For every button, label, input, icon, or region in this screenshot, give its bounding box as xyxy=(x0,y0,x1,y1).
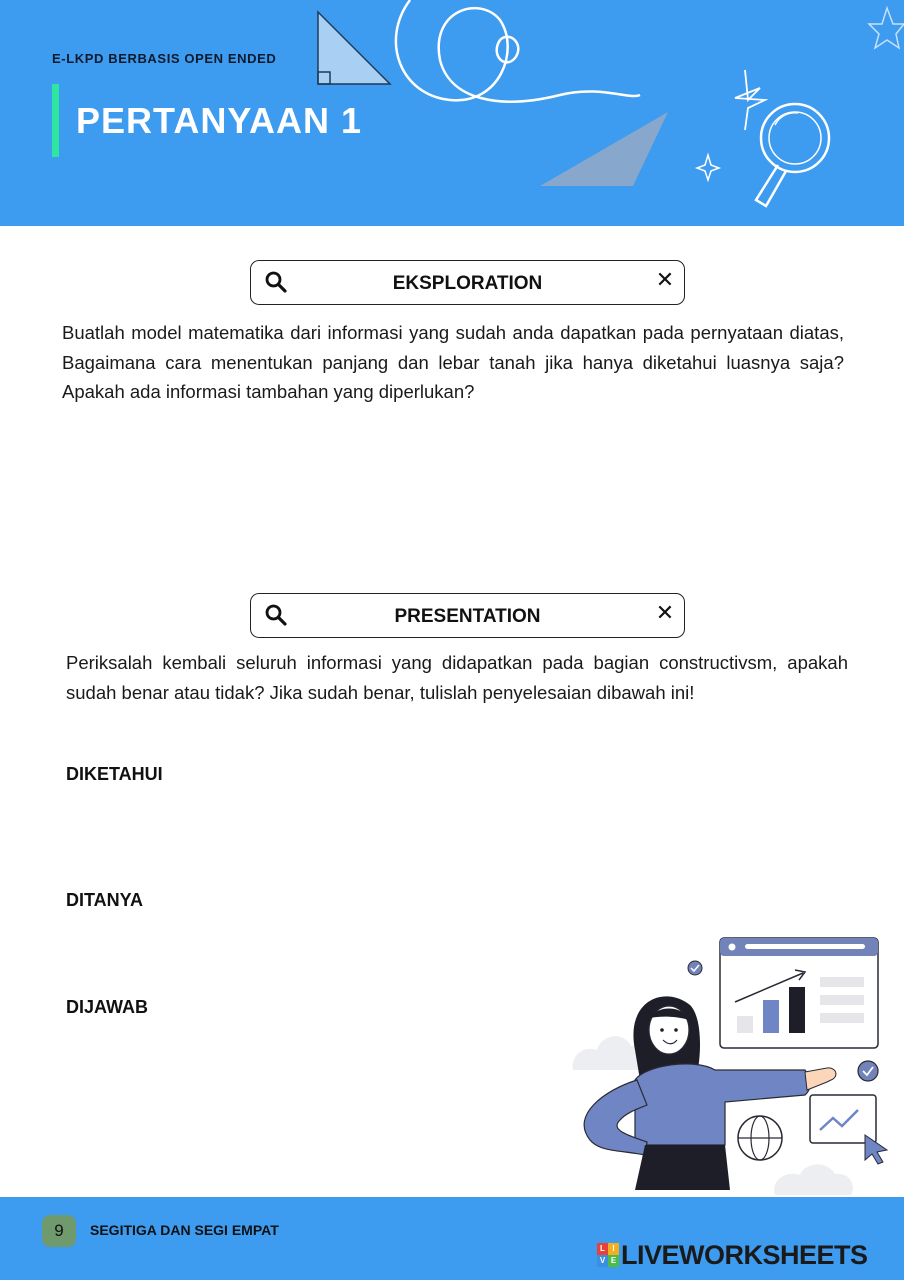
label-dijawab: DIJAWAB xyxy=(66,997,149,1017)
check-icon xyxy=(858,1061,878,1081)
document-subtitle: E-LKPD BERBASIS OPEN ENDED xyxy=(52,51,277,66)
title-accent-bar xyxy=(52,84,59,157)
presentation-question: Periksalah kembali seluruh informasi yang didapatkan pada bagian constructivsm, apakah sudah benar atau tidak? Jika sudah benar, tulislah penyelesaian dibawah ini! xyxy=(66,652,848,703)
chart-bar xyxy=(737,1016,753,1033)
presenter-illustration xyxy=(565,930,895,1197)
brand-text: LIVEWORKSHEETS xyxy=(621,1239,868,1270)
liveworksheets-logo[interactable] xyxy=(597,1240,868,1270)
sparkle-icon xyxy=(735,70,765,130)
chart-bar xyxy=(763,1000,779,1033)
person-skirt xyxy=(635,1145,730,1190)
person-hand xyxy=(805,1068,836,1090)
slanted-triangle-shape xyxy=(540,112,668,186)
page-header xyxy=(0,0,904,226)
page-footer xyxy=(0,1197,904,1280)
close-icon[interactable]: ✕ xyxy=(655,268,675,293)
brand-badge: L I V E xyxy=(597,1243,619,1267)
search-bar-presentation[interactable] xyxy=(250,593,685,638)
footer-topic: SEGITIGA DAN SEGI EMPAT xyxy=(90,1222,279,1238)
small-sparkle-icon xyxy=(697,155,719,180)
chart-bar xyxy=(789,987,805,1033)
label-ditanya: DITANYA xyxy=(66,890,144,910)
cloud-shape xyxy=(774,1164,853,1195)
page-number: 9 xyxy=(42,1215,76,1247)
search-bar-label: EKSPLORATION xyxy=(392,273,543,294)
label-diketahui: DIKETAHUI xyxy=(66,764,163,784)
star-icon xyxy=(869,8,904,48)
person-body xyxy=(635,1064,810,1145)
search-bar-exploration[interactable] xyxy=(250,260,685,305)
globe-icon xyxy=(738,1116,782,1160)
exploration-question: Buatlah model matematika dari informasi yang sudah anda dapatkan pada pernyataan diatas, Bagaimana cara menentukan panjang dan lebar tanah jika hanya diketahui luasnya saja? Apakah ada informasi tambahan yang diperlukan? xyxy=(62,322,844,402)
magnifier-icon xyxy=(756,104,829,206)
page-title: PERTANYAAN 1 xyxy=(76,100,363,141)
check-icon xyxy=(688,961,702,975)
search-bar-label: PRESENTATION xyxy=(394,606,541,627)
close-icon[interactable]: ✕ xyxy=(655,601,675,626)
triangle-shape xyxy=(318,12,390,84)
